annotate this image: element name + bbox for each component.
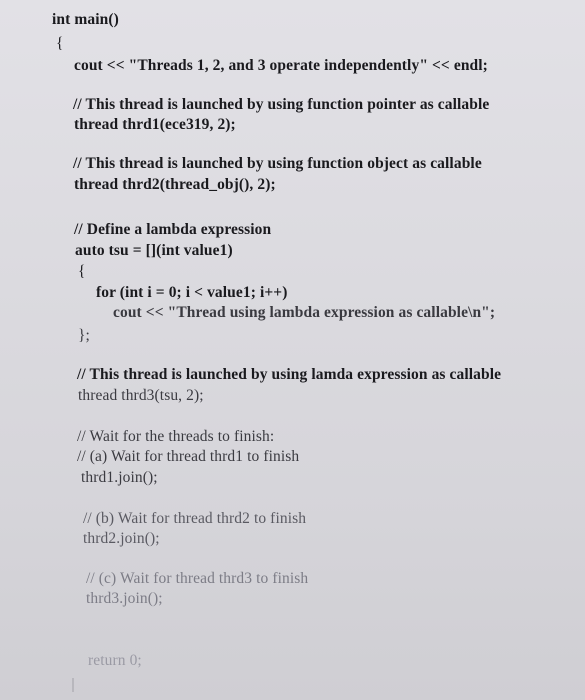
code-line-thread-thrd1: thread thrd1(ece319, 2); — [74, 116, 236, 133]
code-line-edge-mark — [72, 678, 74, 692]
code-line-return: return 0; — [88, 652, 142, 669]
code-line-thread-thrd2: thread thrd2(thread_obj(), 2); — [74, 176, 276, 193]
code-line-lambda-close: }; — [78, 327, 90, 344]
code-comment-wait-thrd3: // (c) Wait for thread thrd3 to finish — [86, 570, 309, 587]
code-line-main-signature: int main() — [52, 11, 119, 28]
code-comment-wait-threads: // Wait for the threads to finish: — [77, 428, 275, 445]
code-line-for-loop: for (int i = 0; i < value1; i++) — [96, 284, 288, 301]
code-line-cout-lambda: cout << "Thread using lambda expression as callable\n"; — [113, 304, 496, 321]
code-line-open-brace: { — [56, 35, 64, 52]
code-line-cout-threads: cout << "Threads 1, 2, and 3 operate independently" << endl; — [74, 57, 488, 74]
code-comment-wait-thrd2: // (b) Wait for thread thrd2 to finish — [83, 510, 307, 527]
code-comment-wait-thrd1: // (a) Wait for thread thrd1 to finish — [77, 448, 300, 465]
code-comment-lambda-callable: // This thread is launched by using lamda expression as callable — [77, 366, 502, 383]
code-line-thrd2-join: thrd2.join(); — [83, 530, 160, 547]
code-comment-function-pointer: // This thread is launched by using function pointer as callable — [73, 96, 490, 113]
code-line-thread-thrd3: thread thrd3(tsu, 2); — [78, 387, 204, 404]
code-comment-define-lambda: // Define a lambda expression — [74, 221, 272, 238]
code-line-thrd1-join: thrd1.join(); — [81, 469, 158, 486]
code-line-thrd3-join: thrd3.join(); — [86, 590, 163, 607]
code-line-lambda-open-brace: { — [78, 263, 86, 280]
code-comment-function-object: // This thread is launched by using function object as callable — [73, 155, 482, 172]
code-line-auto-tsu: auto tsu = [](int value1) — [75, 242, 233, 259]
